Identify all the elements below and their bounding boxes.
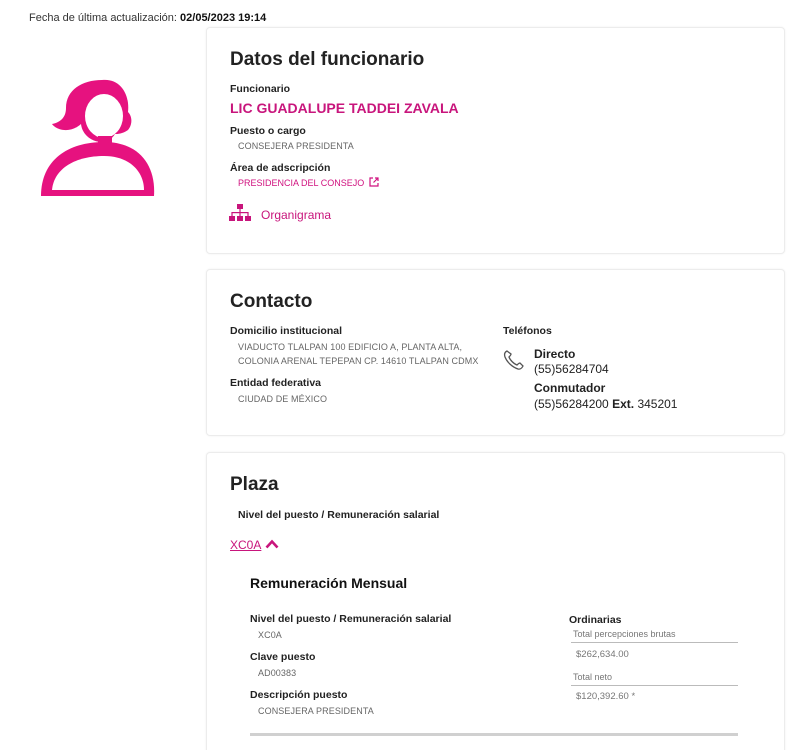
last-updated xyxy=(29,12,266,24)
gross-divider xyxy=(571,642,738,643)
position-desc-value: CONSEJERA PRESIDENTA xyxy=(258,706,374,716)
avatar-female-icon xyxy=(38,76,156,200)
state-label: Entidad federativa xyxy=(230,377,322,389)
address-label: Domicilio institucional xyxy=(230,325,343,337)
last-updated-value: 02/05/2023 19:14 xyxy=(180,12,267,24)
gross-total-value: $262,634.00 xyxy=(576,649,629,660)
external-link-icon xyxy=(369,177,379,189)
direct-number: (55)56284704 xyxy=(534,362,609,376)
net-total-value: $120,392.60 * xyxy=(576,691,636,702)
section-divider xyxy=(250,733,738,736)
switchboard-label: Conmutador xyxy=(534,381,606,395)
level-label: Nivel del puesto / Remuneración salarial xyxy=(250,613,452,625)
monthly-pay-title: Remuneración Mensual xyxy=(250,575,408,591)
address-line-2: COLONIA ARENAL TEPEPAN CP. 14610 TLALPAN CDMX xyxy=(238,356,479,366)
area-label: Área de adscripción xyxy=(230,162,331,174)
net-total-label: Total neto xyxy=(573,672,613,682)
address-line-1: VIADUCTO TLALPAN 100 EDIFICIO A, PLANTA ALTA, xyxy=(238,342,463,352)
org-chart-link[interactable] xyxy=(229,204,331,225)
level-code-toggle[interactable] xyxy=(230,538,279,552)
plaza-level-header: Nivel del puesto / Remuneración salarial xyxy=(238,509,440,521)
chevron-up-icon xyxy=(265,538,279,552)
phones-label: Teléfonos xyxy=(503,325,552,337)
net-divider xyxy=(571,685,738,686)
org-chart-icon xyxy=(229,204,251,225)
last-updated-label: Fecha de última actualización: xyxy=(29,12,177,24)
phone-icon xyxy=(503,350,525,375)
contact-section-title: Contacto xyxy=(230,291,313,312)
org-chart-label: Organigrama xyxy=(261,207,332,222)
position-desc-label: Descripción puesto xyxy=(250,689,348,701)
position-label: Puesto o cargo xyxy=(230,125,306,137)
extension-label: Ext. xyxy=(612,397,635,411)
area-link-text: PRESIDENCIA DEL CONSEJO xyxy=(238,178,365,188)
official-data-card xyxy=(206,27,785,254)
switchboard-number: (55)56284200 xyxy=(534,397,609,411)
official-name-label: Funcionario xyxy=(230,83,291,95)
switchboard-line xyxy=(534,397,677,411)
extension-number: 345201 xyxy=(637,397,678,411)
official-name: LIC GUADALUPE TADDEI ZAVALA xyxy=(230,100,459,116)
position-key-label: Clave puesto xyxy=(250,651,316,663)
position-value: CONSEJERA PRESIDENTA xyxy=(238,141,354,151)
position-key-value: AD00383 xyxy=(258,668,297,678)
level-code-link: XC0A xyxy=(230,538,262,552)
area-link[interactable] xyxy=(238,177,379,189)
plaza-card xyxy=(206,452,785,750)
plaza-section-title: Plaza xyxy=(230,474,279,495)
level-value: XC0A xyxy=(258,630,282,640)
ordinary-label: Ordinarias xyxy=(569,614,622,626)
direct-label: Directo xyxy=(534,347,576,361)
official-section-title: Datos del funcionario xyxy=(230,49,425,70)
state-value: CIUDAD DE MÉXICO xyxy=(238,394,328,404)
contact-card xyxy=(206,269,785,436)
gross-total-label: Total percepciones brutas xyxy=(573,629,676,639)
